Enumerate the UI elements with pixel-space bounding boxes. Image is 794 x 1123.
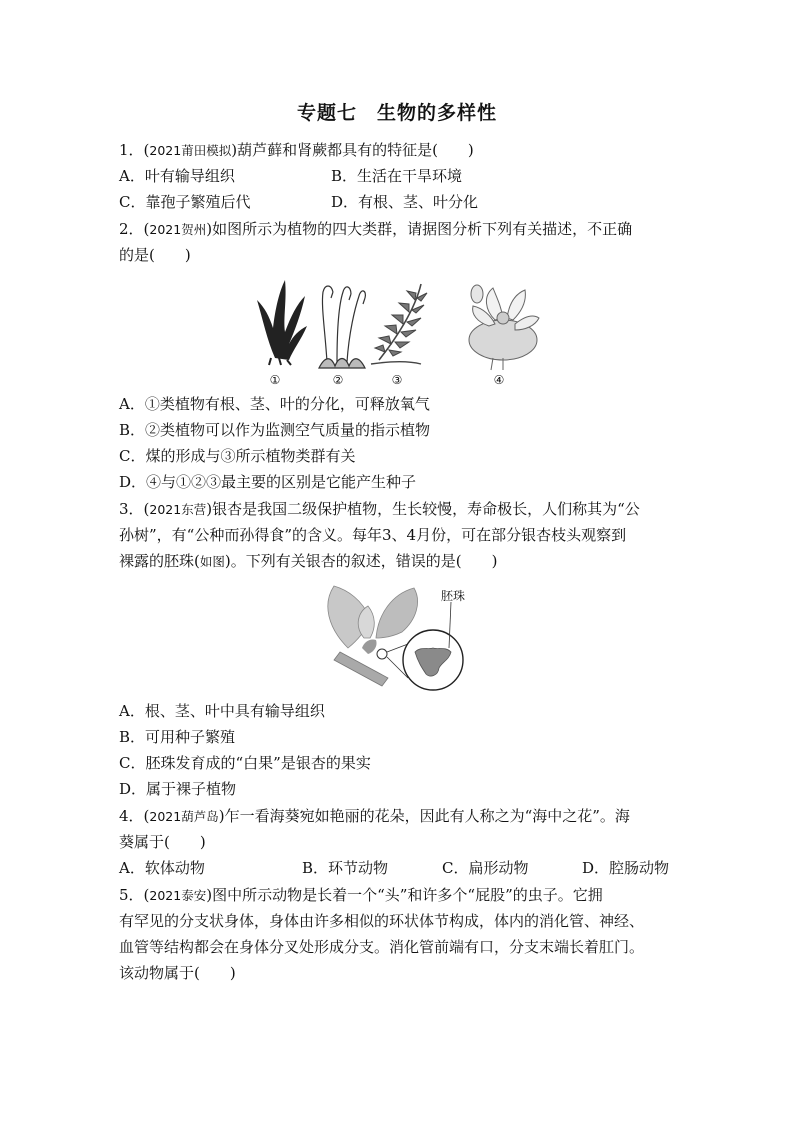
q2-stem-line2: 的是( )	[119, 246, 191, 264]
q4-option-c: C．扁形动物	[442, 859, 529, 877]
q5-source: 2021泰安	[149, 888, 207, 903]
q4-text: )乍一看海葵宛如艳丽的花朵，因此有人称之为“海中之花”。海	[218, 807, 630, 825]
q2-stem	[119, 219, 632, 240]
q5-stem-line3: 血管等结构都会在身体分叉处形成分支。消化管前端有口，分支末端长着肛门。	[119, 938, 645, 956]
ovule-highlight-small	[377, 649, 387, 659]
q2-option-d: D．④与①②③最主要的区别是它能产生种子	[119, 473, 417, 491]
lotus-illustration	[469, 285, 539, 370]
q2-option-b: B．②类植物可以作为监测空气质量的指示植物	[119, 421, 431, 439]
ginkgo-branch	[334, 652, 388, 686]
q4-source: 2021葫芦岛	[149, 809, 219, 824]
q2-number: 2．(	[119, 220, 150, 238]
q2-option-a: A．①类植物有根、茎、叶的分化，可释放氧气	[119, 395, 430, 413]
ginkgo-figure	[318, 578, 468, 694]
plant-groups-figure	[245, 270, 555, 390]
q4-option-b: B．环节动物	[302, 859, 389, 877]
q5-text: )图中所示动物是长着一个“头”和许多个“屁股”的虫子。它拥	[206, 886, 603, 904]
moss-illustration	[319, 286, 365, 368]
ginkgo-bud	[362, 639, 377, 654]
q3-line3-text: 裸露的胚珠(	[119, 552, 200, 570]
q1-source: 2021莆田模拟	[149, 143, 232, 158]
q1-text: )葫芦藓和肾蕨都具有的特征是( )	[231, 141, 474, 159]
q3-stem	[119, 499, 640, 520]
q5-stem-line2: 有罕见的分支状身体，身体由许多相似的环状体节构成，体内的消化管、神经、	[119, 912, 645, 930]
q5-stem	[119, 885, 603, 906]
q4-option-a: A．软体动物	[119, 859, 205, 877]
figure-label-2: ②	[332, 373, 344, 387]
q4-option-d: D．腔肠动物	[582, 859, 670, 877]
ginkgo-leaves	[328, 586, 418, 648]
q1-stem	[119, 140, 474, 161]
q5-stem-line4: 该动物属于( )	[119, 964, 236, 982]
page-title: 专题七 生物的多样性	[296, 102, 497, 124]
q1-option-d: D．有根、茎、叶分化	[331, 193, 479, 211]
q1-number: 1．(	[119, 141, 150, 159]
q3-line3-note: 如图	[199, 554, 225, 569]
fern-illustration	[371, 284, 427, 364]
q2-text: )如图所示为植物的四大类群，请据图分析下列有关描述，不正确	[206, 220, 633, 238]
q3-option-c: C．胚珠发育成的“白果”是银杏的果实	[119, 754, 371, 772]
q5-number: 5．(	[119, 886, 150, 904]
q4-stem	[119, 806, 630, 827]
q3-stem-line3	[119, 551, 497, 572]
q3-number: 3．(	[119, 500, 150, 518]
q3-line3-text-end: )。下列有关银杏的叙述，错误的是( )	[224, 552, 498, 570]
q4-number: 4．(	[119, 807, 150, 825]
q3-stem-line2: 孙树”，有“公种而孙得食”的含义。每年3、4月份，可在部分银杏枝头观察到	[119, 526, 627, 544]
q3-source: 2021东营	[149, 502, 207, 517]
q3-option-d: D．属于裸子植物	[119, 780, 237, 798]
q1-option-b: B．生活在干旱环境	[331, 167, 463, 185]
q3-option-a: A．根、茎、叶中具有输导组织	[119, 702, 325, 720]
ovule-label: 胚珠	[440, 589, 466, 603]
figure-label-1: ①	[269, 373, 281, 387]
q1-option-c: C．靠孢子繁殖后代	[119, 193, 251, 211]
q3-option-b: B．可用种子繁殖	[119, 728, 236, 746]
figure-label-3: ③	[391, 373, 403, 387]
q2-option-c: C．煤的形成与③所示植物类群有关	[119, 447, 356, 465]
q3-text: )银杏是我国二级保护植物，生长较慢，寿命极长，人们称其为“公	[206, 500, 640, 518]
figure-label-4: ④	[493, 373, 505, 387]
q1-option-a: A．叶有输导组织	[119, 167, 235, 185]
q2-source: 2021贺州	[149, 222, 207, 237]
algae-illustration	[257, 280, 307, 365]
q4-stem-line2: 葵属于( )	[119, 833, 206, 851]
